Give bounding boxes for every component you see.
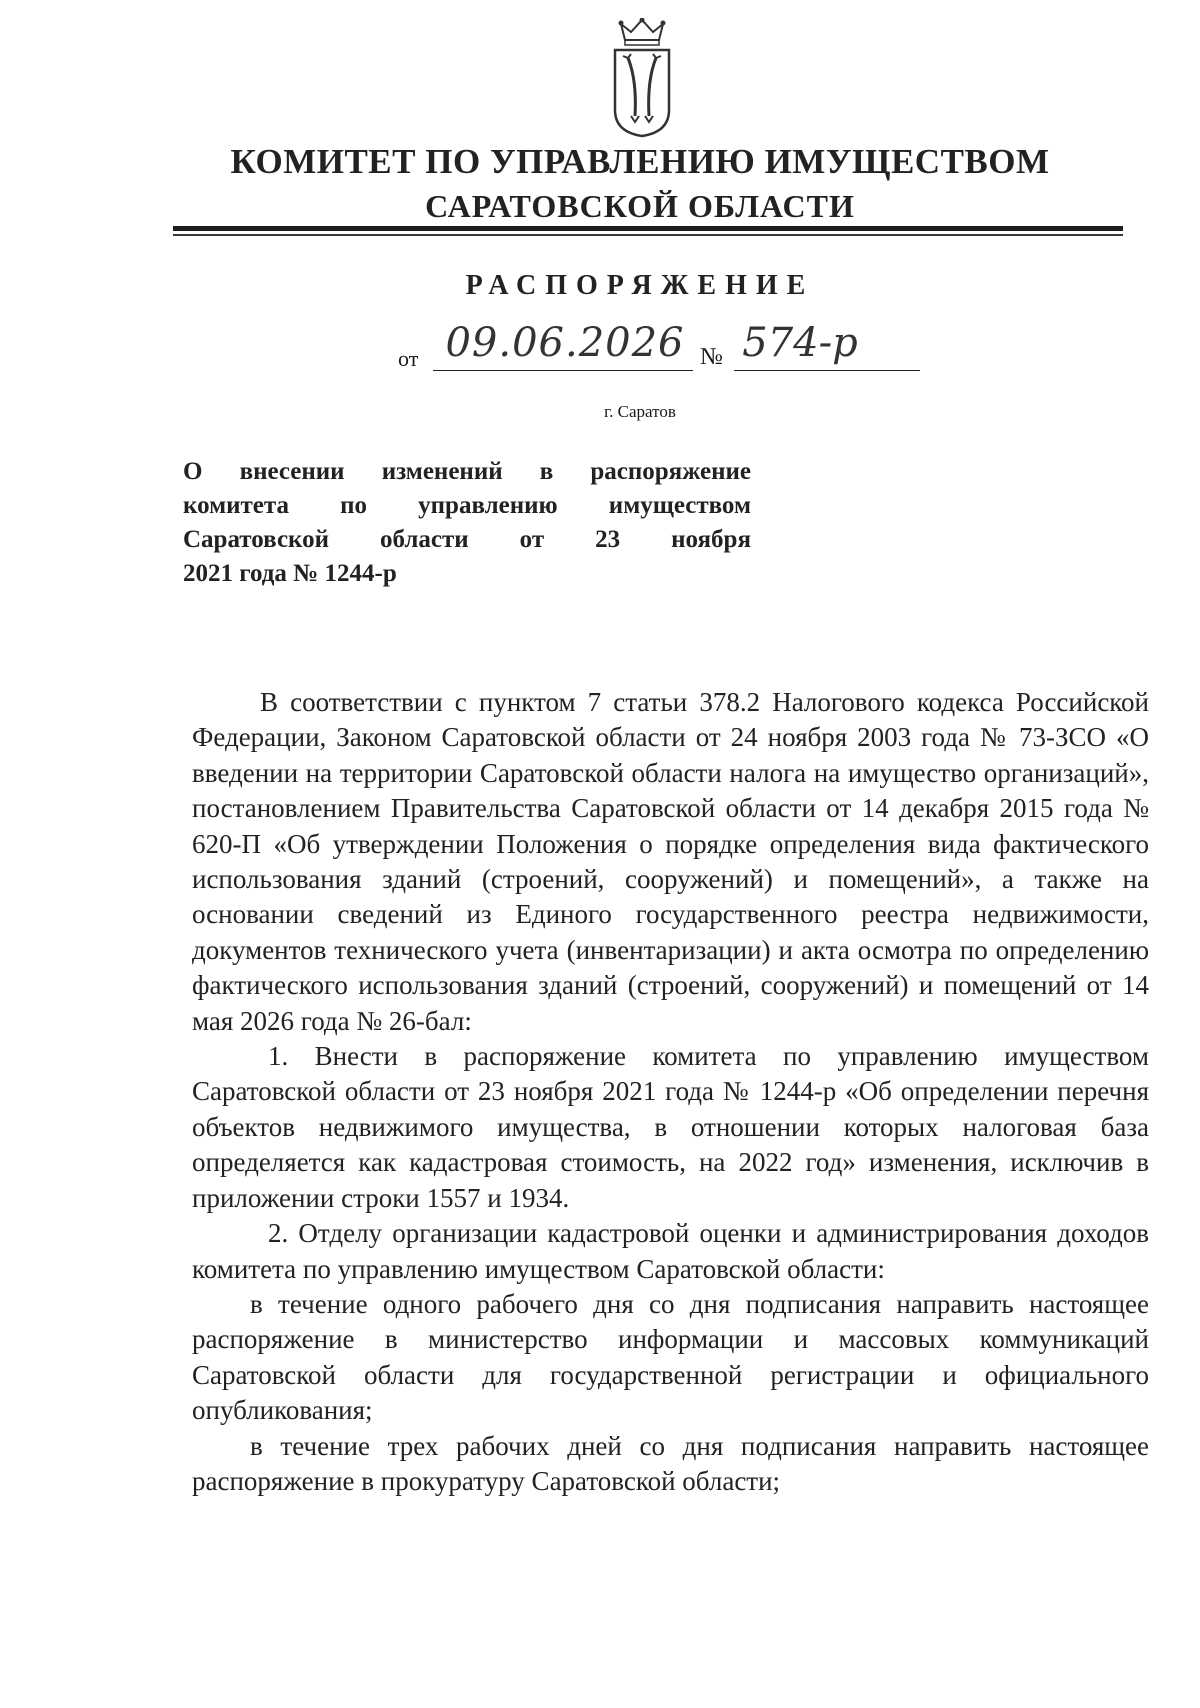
item-2-subparagraph: в течение трех рабочих дней со дня подписания направить настоящее распоряжение в прокуратуру Саратовской области;	[192, 1430, 1149, 1496]
item-1-paragraph: 1. Внести в распоряжение комитета по управлению имуществом Саратовской области от 23 ноября 2021 года № 1244-р «Об определении перечня объектов недвижимого имущества, в отношении которых налоговая база определяется как кадастровая стоимость, на 2022 год» изменения, исключив в приложении строки 1557 и 1934.	[192, 1041, 1149, 1213]
document-type-title: РАСПОРЯЖЕНИЕ	[465, 270, 815, 301]
header-divider-thin	[173, 234, 1123, 236]
subject-line: комитета по управлению имуществом	[183, 492, 751, 519]
item-2-subparagraph: в течение одного рабочего дня со дня подписания направить настоящее распоряжение в министерство информации и массовых коммуникаций Саратовской области для государственной регистрации и официального опубликования;	[192, 1288, 1149, 1426]
date-underline	[433, 370, 693, 371]
item-2-paragraph: 2. Отделу организации кадастровой оценки и администрирования доходов комитета по управлению имуществом Саратовской области:	[192, 1218, 1149, 1284]
document-subject	[183, 455, 751, 591]
handwritten-number: 574-р	[742, 320, 858, 366]
saratov-coat-of-arms-icon	[611, 18, 673, 138]
subject-line: 2021 года № 1244-р	[183, 560, 397, 587]
date-label: от	[398, 346, 419, 371]
organization-name-line2: САРАТОВСКОЙ ОБЛАСТИ	[425, 188, 855, 224]
organization-name-line1: КОМИТЕТ ПО УПРАВЛЕНИЮ ИМУЩЕСТВОМ	[230, 142, 1050, 181]
preamble-paragraph: В соответствии с пунктом 7 статьи 378.2 Налогового кодекса Российской Федерации, Законом Саратовской области от 24 ноября 2003 года № 73-ЗСО «О введении на территории Саратовской области налога на имущество организаций», постановлением Правительства Саратовской области от 14 декабря 2015 года № 620-П «Об утверждении Положения о порядке определения вида фактического использования зданий (строений, сооружений) и помещений», а также на основании сведений из Единого государственного реестра недвижимости, документов технического учета (инвентаризации) и акта осмотра по определению фактического использования зданий (строений, сооружений) и помещений от 14 мая 2026 года № 26-бал:	[192, 687, 1149, 1036]
number-label: №	[700, 344, 723, 370]
number-underline	[734, 370, 920, 371]
subject-line: Саратовской области от 23 ноября	[183, 526, 751, 553]
header-divider-thick	[173, 226, 1123, 231]
document-body	[192, 685, 1149, 1499]
subject-line: О внесении изменений в распоряжение	[183, 458, 751, 485]
handwritten-date: 09.06.2026	[445, 320, 685, 366]
city-line: г. Саратов	[604, 402, 676, 421]
